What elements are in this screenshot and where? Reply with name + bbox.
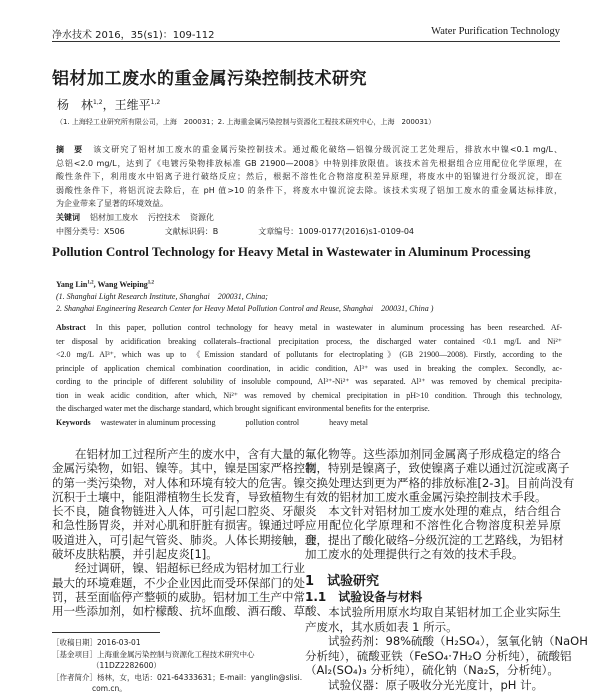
author-separator: ，: [102, 98, 115, 112]
body-text-line: 氟化物等。这些添加剂同金属离子形成稳定的络合: [305, 447, 561, 461]
abstract-line: cording to the principle of different solubility of insoluble compound, Al³⁺-Ni²⁺ was separated. Al³⁺ was removed by chemical precipita-: [56, 377, 562, 386]
author-affil-mark: 1,2: [93, 99, 103, 106]
body-text-line: 最大的环境难题，不少企业因此而受环保部门的处: [52, 575, 305, 590]
abstract-line: the discharged water met the discharge standard, which brought significant environmental benefits for the enterprise.: [56, 404, 430, 413]
footnote-line: ［作者简介］杨林，女，电话：021-64333631；E-mail：yanglin@slisi.: [52, 672, 303, 682]
body-text-line: 交换处理达到更为严格的排放标准[2-3]。目前尚没有: [305, 475, 575, 490]
body-text-line: 有效的铝材加工废水重金属污染控制技术手段。: [305, 489, 547, 504]
body-text-line: 加工废水的处理提供行之有效的技术手段。: [305, 547, 524, 562]
author-name: 杨 林: [57, 98, 94, 112]
paper-title-en: Pollution Control Technology for Heavy Metal in Wastewater in Aluminum Processing: [52, 244, 531, 259]
author-affil-mark: 1,2: [150, 99, 161, 106]
body-right-column: [305, 447, 575, 562]
abstract-line: 酸性条件下，利用废水中铝离子进行破络反应；然后，根据不溶性化合物溶度积差异原理，将废水中的铝镍进行分级沉淀，即在: [56, 172, 562, 182]
journal-citation: 净水技术 2016，35(s1)：109-112: [52, 30, 215, 41]
body-text-line: 试验药剂：98%硫酸（H₂SO₄），氢氧化钠（NaOH: [305, 634, 588, 649]
body-text-line: 本试验所用原水均取自某铝材加工企业实际生: [305, 605, 561, 619]
body-left-column: [52, 447, 328, 619]
abstract-line: 为企业带来了显著的环境效益。: [56, 199, 168, 209]
body-text-line: 分析纯），硫酸亚铁（FeSO₄·7H₂O 分析纯），硫酸铝: [305, 648, 572, 663]
body-text-line: 和急性肠胃炎，并对心肌和肝脏有损害。镍通过呼: [52, 518, 305, 533]
body-text-line: 金属污染物，如铝、镍等。其中，镍是国家严格控制: [52, 461, 317, 476]
author-separator: ,: [93, 280, 98, 289]
body-text-line: 破坏皮肤粘膜，并引起皮炎[1]。: [52, 547, 218, 562]
keyword: heavy metal: [329, 417, 368, 427]
body-text-line: 的第一类污染物，对人体和环境有较大的危害。镍: [52, 475, 305, 490]
abstract-cn: [56, 143, 562, 238]
body-text-line: 长不良，随食物链进入人体，可引起口腔炎、牙龈炎: [52, 504, 317, 519]
subsection-heading: 1.1 试验设备与材料: [305, 590, 423, 604]
affiliation-cn: （1. 上海轻工业研究所有限公司，上海 200031；2. 上海重金属污染控制与资源化工程技术研究中心，上海 200031）: [56, 118, 436, 126]
body-text-line: 在铝材加工过程所产生的废水中，含有大量的: [52, 447, 305, 461]
keywords-cn: [56, 211, 562, 225]
body-text-line: 本文针对铝材加工废水处理的难点，结合组合: [305, 504, 561, 519]
keyword: 污控技术: [148, 212, 180, 222]
abstract-line: 总铝<2.0 mg/L，达到了《电镀污染物排放标准 GB 21900—2008》中特别排放限值。该技术首先根据组合应用配位化学原理，在: [56, 158, 562, 168]
keyword: 资源化: [190, 212, 214, 222]
section-heading: 1 试验研究: [305, 574, 380, 589]
body-text-line: （Al₂(SO₄)₃ 分析纯），硫化钠（Na₂S，分析纯）。: [305, 663, 559, 678]
keywords-label: 关键词: [56, 212, 80, 222]
authors-cn: [57, 96, 160, 113]
footnote-rule: [52, 632, 160, 633]
keyword: 铝材加工废水: [90, 212, 138, 222]
abstract-line: principle of application chemical combination coordination, in acidic condition, Al³⁺ was used in breaking the complex. Secondly, ac-: [56, 363, 562, 373]
author-name: Wang Weiping: [97, 280, 148, 289]
article-number: 文章编号：1009-0177(2016)s1-0109-04: [258, 226, 415, 236]
abstract-line: [56, 143, 562, 157]
document-code: 文献标识码：B: [164, 226, 219, 236]
keyword: pollution control: [245, 417, 300, 427]
abstract-line: 弱酸性条件下，将铝沉淀去除后，在 pH 值>10 的条件下，将废水中镍沉淀去除。该技术实现了铝加工废水的重金属达标排放，: [56, 185, 562, 195]
clc-number: 中图分类号：X506: [56, 226, 125, 236]
keywords-label: Keywords: [56, 417, 91, 427]
classification-line: [56, 225, 562, 239]
authors-en: [56, 280, 154, 289]
footnote-line: com.cn。: [92, 684, 127, 694]
body-text-line: 吸道进入，可引起气管炎、肺炎。人体长期接触，会: [52, 532, 317, 547]
author-affil-mark: 1,2: [87, 280, 94, 286]
affiliation-en: (1. Shanghai Light Research Institute, Shanghai 200031, China;: [56, 292, 268, 301]
body-text-line: 物，特别是镍离子，致使镍离子难以通过沉淀或离子: [305, 461, 570, 476]
abstract-line: ter disposal by acidification breaking collaterals–fractional precipitation process, the discharged water contained <0.1 mg/L and Ni²⁺: [56, 336, 562, 346]
paper-title-cn: 铝材加工废水的重金属污染控制技术研究: [52, 69, 367, 89]
abstract-text: 该文研究了铝材加工废水的重金属污染控制技术。通过酸化破络—铝镍分级沉淀工艺处理后，排放水中镍<0.1 mg/L、: [93, 145, 562, 154]
abstract-label: 摘 要: [56, 145, 84, 154]
body-right-column-continued: [305, 605, 588, 693]
abstract-text: In this paper, pollution control technology for heavy metal in wastewater in aluminum processing has been researched. Af-: [95, 323, 562, 332]
header-rule: [52, 41, 560, 42]
keywords-en: [56, 416, 562, 430]
author-affil-mark: 1,2: [147, 280, 155, 286]
body-text-line: 经过调研，镍、铝超标已经成为铝材加工行业: [52, 561, 305, 576]
author-name: 王维平: [114, 98, 151, 112]
abstract-line: tion in weak acidic condition, after which, Ni²⁺ was removed by chemical precipitation in pH>10 condition. Through this technology,: [56, 390, 562, 400]
keyword: wastewater in aluminum processing: [100, 417, 216, 427]
abstract-line: <2.0 mg/L Al³⁺, which was up to 《Emission standard of pollutants for electroplating》(GB 21900—2008). Firstly, according to the: [56, 350, 562, 359]
body-text-line: 理，提出了酸化破络–分级沉淀的工艺路线，为铝材: [305, 532, 564, 547]
journal-name-en: Water Purification Technology: [431, 26, 560, 37]
body-text-line: 应用配位化学原理和不溶性化合物溶度积差异原: [305, 518, 561, 533]
footnotes: [52, 637, 302, 695]
body-text-line: 试验仪器：原子吸收分光光度计，pH 计。: [305, 677, 544, 692]
affiliation-en: 2. Shanghai Engineering Research Center for Heavy Metal Pollution Control and Reuse, Shanghai 200031, China ): [56, 304, 434, 313]
body-text-line: 沉积于土壤中，能阻滞植物生长发育，导致植物生: [52, 489, 305, 504]
abstract-line: [56, 321, 562, 335]
author-name: Yang Lin: [56, 280, 88, 289]
body-text-line: 产废水，其水质如表 1 所示。: [305, 619, 458, 634]
footnote-line: （11DZ2282600）: [92, 661, 161, 671]
footnote-line: ［基金项目］上海重金属污染控制与资源化工程技术研究中心: [52, 649, 255, 659]
body-text-line: 罚，甚至面临停产整顿的威胁。铝材加工生产中常: [52, 589, 305, 604]
abstract-en: [56, 321, 562, 429]
footnote-line: ［收稿日期］2016-03-01: [52, 638, 141, 647]
body-text-line: 用一些添加剂，如柠檬酸、抗坏血酸、酒石酸、草酸、: [52, 604, 328, 619]
abstract-label: Abstract: [56, 323, 86, 332]
